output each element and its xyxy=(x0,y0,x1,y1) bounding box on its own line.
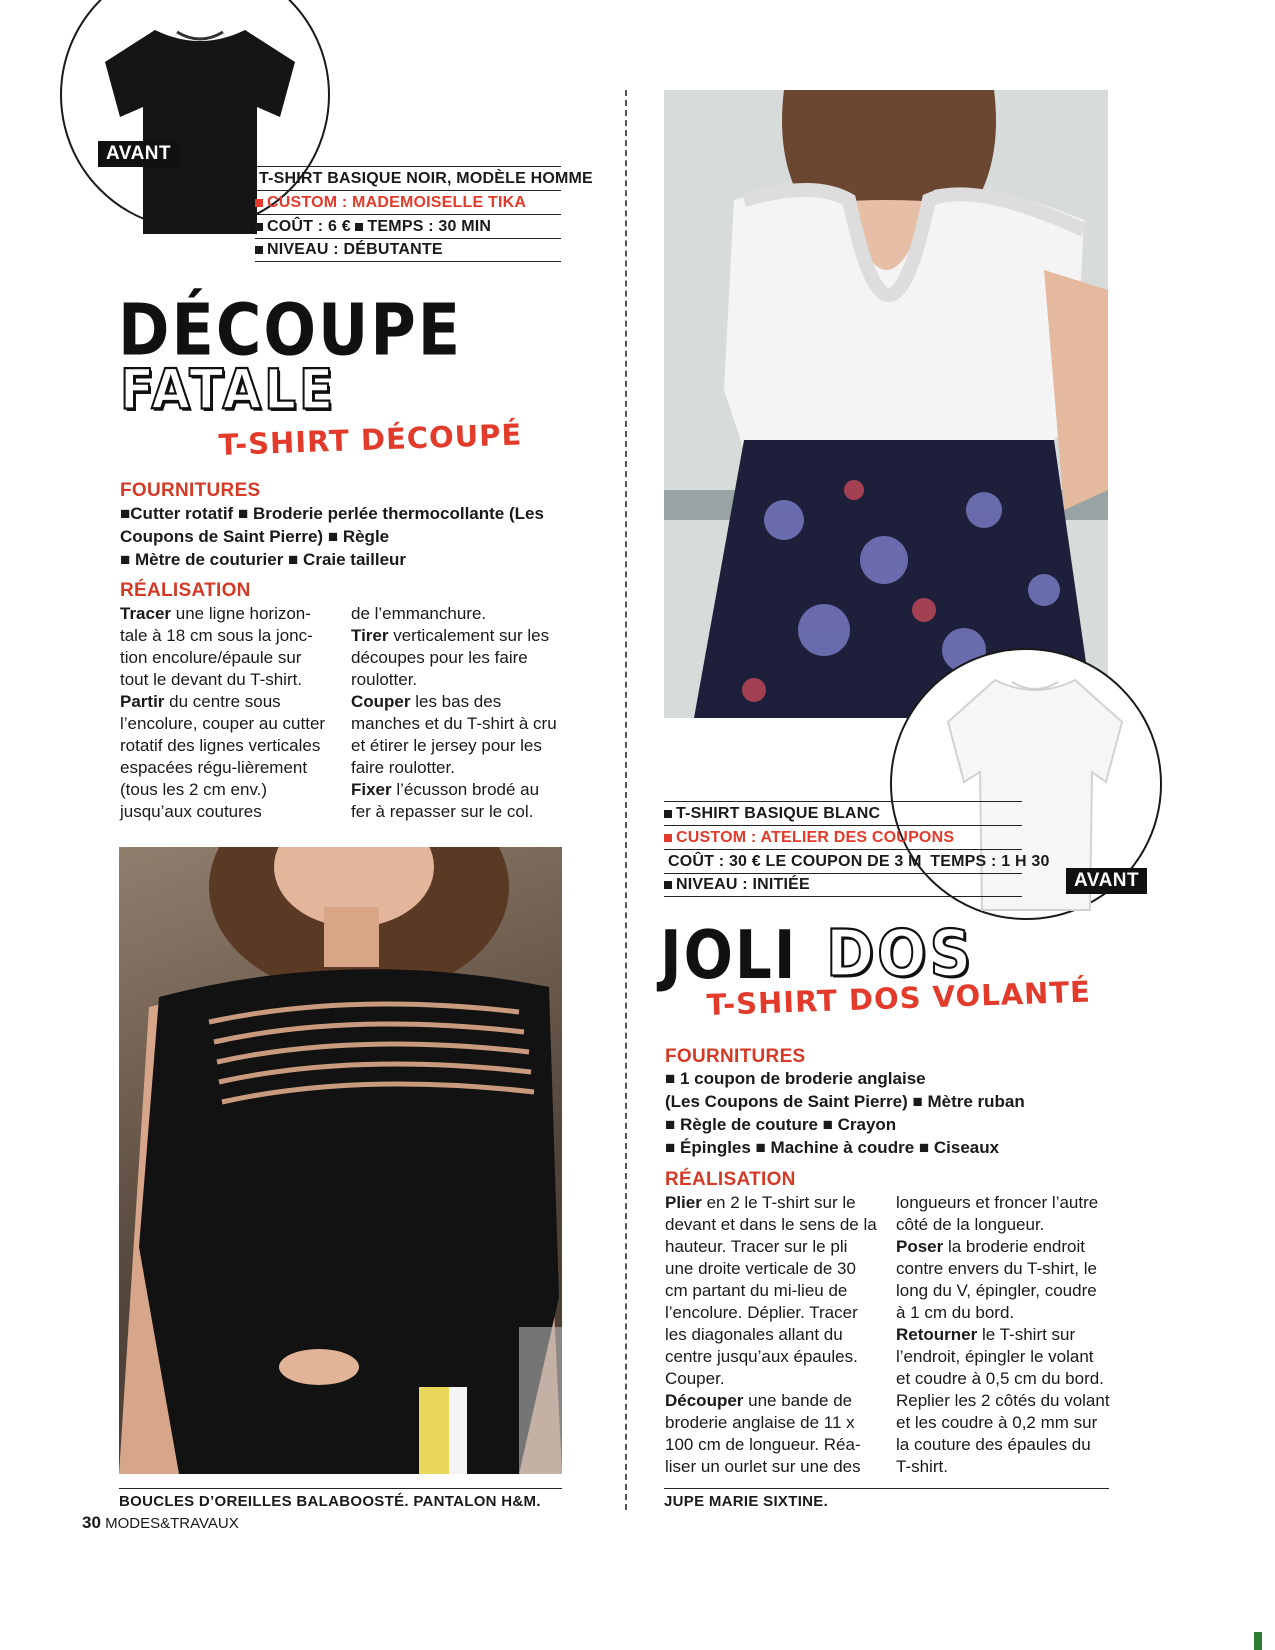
realisation-heading: RÉALISATION xyxy=(120,580,251,601)
article-title-right-2: DOS xyxy=(826,916,975,991)
supply-item: Cutter rotatif xyxy=(130,504,234,523)
magazine-name: MODES&TRAVAUX xyxy=(105,1515,239,1532)
model-photo-back-ruffle xyxy=(664,90,1108,718)
article-title-line1: DÉCOUPE xyxy=(118,288,463,372)
info-cost: COÛT : 6 € xyxy=(267,217,351,235)
info-garment: T-SHIRT BASIQUE NOIR, MODÈLE HOMME xyxy=(259,169,593,187)
info-custom: CUSTOM : MADEMOISELLE TIKA xyxy=(267,193,527,211)
photo-caption-left: BOUCLES D’OREILLES BALABOOSTÉ. PANTALON H&M. xyxy=(119,1488,562,1510)
info-time: TEMPS : 30 MIN xyxy=(367,217,492,235)
model-photo-cutout-tshirt xyxy=(119,847,562,1474)
info-time: TEMPS : 1 H 30 xyxy=(930,852,1050,870)
info-level: NIVEAU : DÉBUTANTE xyxy=(267,241,443,258)
corner-mark xyxy=(1254,1632,1262,1650)
info-garment: T-SHIRT BASIQUE BLANC xyxy=(676,804,881,822)
supplies-heading: FOURNITURES xyxy=(120,480,261,501)
supply-item: Mètre de couturier xyxy=(135,550,284,569)
supply-line: ■ Épingles ■ Machine à coudre ■ Ciseaux xyxy=(665,1138,1000,1157)
supply-line: ■ Règle de couture ■ Crayon xyxy=(665,1115,897,1134)
info-box-right xyxy=(664,801,1050,897)
before-tag-right: AVANT xyxy=(1066,868,1147,894)
info-cost: COÛT : 30 € LE COUPON DE 3 M xyxy=(668,852,922,870)
photo-caption-right: JUPE MARIE SIXTINE. xyxy=(664,1488,1109,1510)
info-level: NIVEAU : INITIÉE xyxy=(676,876,810,893)
instructions-col-2: de l’emmanchure. Tirer verticalement sur les découpes pour les faire roulotter. Couper les bas des manches et du T-shirt à cru et étirer le jersey pour les faire roulotter. Fixer l’écusson brodé au fer à repasser sur le col. xyxy=(351,604,557,821)
supply-item: Craie tailleur xyxy=(303,550,407,569)
supplies-list-right xyxy=(665,1067,1105,1159)
article-title-right-1: JOLI xyxy=(660,916,798,995)
article-subtitle: T-SHIRT DÉCOUPÉ xyxy=(218,417,523,462)
info-box-left xyxy=(255,166,593,262)
supplies-heading-right: FOURNITURES xyxy=(665,1046,806,1067)
supplies-list: ■Cutter rotatif ■ Broderie perlée thermocollante (Les Coupons de Saint Pierre) ■ Règle ■ Mètre de couturier ■ Craie tailleur xyxy=(120,504,544,569)
supply-line: ■ 1 coupon de broderie anglaise xyxy=(665,1069,926,1088)
page-number: 30 xyxy=(82,1513,101,1532)
instructions-col-1: Tracer une ligne horizon-tale à 18 cm sous la jonc-tion encolure/épaule sur tout le devant du T-shirt. Partir du centre sous l’encolure, couper au cutter rotatif des lignes verticales espacées régu-lièrement (tous les 2 cm env.) jusqu’aux coutures xyxy=(120,604,326,821)
instructions-right-col-2: longueurs et froncer l’autre côté de la longueur. Poser la broderie endroit contre envers du T-shirt, le long du V, épingler, coudre à 1 cm du bord. Retourner le T-shirt sur l’endroit, épingler le volant et coudre à 0,5 cm du bord. Replier les 2 côtés du volant et les coudre à 0,2 mm sur la couture des épaules du T-shirt. xyxy=(896,1193,1110,1476)
info-custom: CUSTOM : ATELIER DES COUPONS xyxy=(676,828,955,846)
realisation-heading-right: RÉALISATION xyxy=(665,1169,796,1190)
article-subtitle-right: T-SHIRT DOS VOLANTÉ xyxy=(706,974,1092,1022)
supply-item: Règle xyxy=(342,527,390,546)
supply-line: (Les Coupons de Saint Pierre) ■ Mètre ruban xyxy=(665,1092,1025,1111)
supply-item: Broderie perlée thermocollante (Les Coupons de Saint Pierre) xyxy=(120,504,544,546)
instructions-right-col-1: Plier en 2 le T-shirt sur le devant et dans le sens de la hauteur. Tracer sur le pli une droite verticale de 30 cm partant du mi-lieu de l’encolure. Déplier. Tracer les diagonales allant du centre jusqu’aux épaules. Couper. Découper une bande de broderie anglaise de 11 x 100 cm de longueur. Réa-liser un ourlet sur une des xyxy=(665,1193,877,1476)
before-tag: AVANT xyxy=(98,141,179,167)
page-folio xyxy=(82,1513,239,1533)
article-title-line2: FATALE xyxy=(120,358,337,422)
column-divider xyxy=(625,90,627,1510)
